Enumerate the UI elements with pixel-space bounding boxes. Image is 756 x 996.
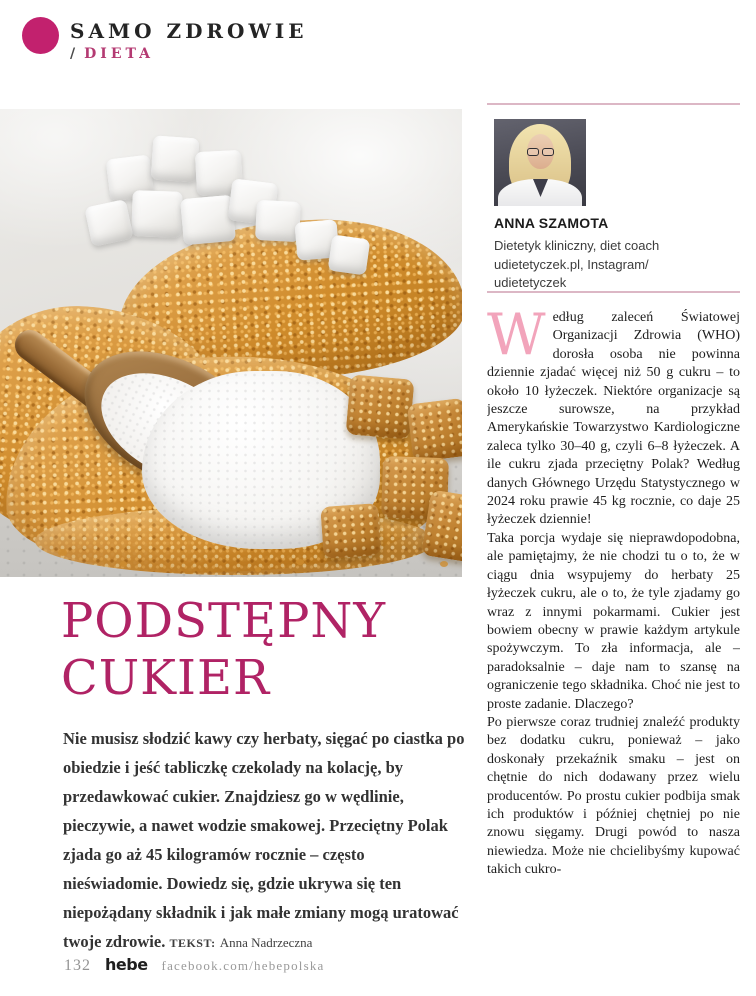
hebe-logo: hebe [105, 955, 148, 974]
article-lead [63, 724, 467, 958]
glasses-lens [527, 148, 539, 156]
byline-label: TEKST: [169, 936, 216, 950]
article-title-line: CUKIER [61, 650, 271, 706]
main-photo-sugar [0, 109, 462, 577]
slash-separator: / [70, 46, 80, 62]
facebook-url-text: facebook.com/hebepolska [161, 958, 325, 973]
glasses-lens [542, 148, 554, 156]
sugar-crystal-fleck [58, 549, 67, 556]
author-portrait [494, 119, 586, 206]
page-number: 132 [64, 957, 91, 974]
divider-rule-top [487, 103, 740, 105]
sugar-crystal-fleck [440, 561, 448, 567]
brown-sugar-cube [407, 398, 462, 463]
body-paragraph-text: edług zaleceń Światowej Organizacji Zdrowia (WHO) dorosła osoba nie powinna dziennie zjadać więcej niż 50 g cukru – to około 10 łyżeczek. Niektóre organizacje są jeszcze surowsze, na przykład Amerykańskie Towarzystwo Kardiologiczne zaleca tylko 30–40 g, czyli 6–8 łyżeczek. A ile cukru zjada przeciętny Polak? Według danych Głównego Urzędu Statystycznego w 2024 roku prawie 45 kg rocznie, co daje 25 łyżeczek dziennie! [487, 310, 740, 528]
white-sugar-cube [151, 135, 200, 182]
white-sugar-cube [255, 200, 301, 242]
brand-dot-icon [22, 17, 59, 54]
white-sugar-cube [180, 195, 236, 245]
author-bio-line: udietetyczek [494, 275, 567, 290]
article-title-line: PODSTĘPNY [61, 593, 387, 649]
article-lead-text: Nie musisz słodzić kawy czy herbaty, sięgać po ciastka po obiedzie i jeść tabliczkę czekolady na kolację, by przedawkować cukier. Znajdziesz go w wędlinie, pieczywie, a nawet wodzie smakowej. Przeciętny Polak zjada go aż 45 kilogramów rocznie – często nieświadomie. Dowiedz się, gdzie ukrywa się ten niepożądany składnik i jak małe zmiany mogą uratować twoje zdrowie. [63, 729, 465, 951]
sugar-crystal-fleck [255, 567, 261, 572]
author-bio [494, 237, 659, 293]
divider-rule-bottom [487, 291, 740, 293]
author-name: ANNA SZAMOTA [494, 215, 609, 231]
brown-sugar-cube [346, 374, 415, 439]
body-paragraph [487, 309, 740, 530]
white-sugar-cube [131, 190, 183, 238]
page-footer [64, 955, 325, 975]
white-sugar-cube [328, 235, 371, 276]
body-paragraph: Po pierwsze coraz trudniej znaleźć produkty bez dodatku cukru, ponieważ – jako doskonały przekaźnik smaku – jest on chętnie do nich dodawany przez wielu producentów. Po prostu cukier podbija smak ich produktów i później chętniej po nie znowu sięgamy. Drugi powód to nasza niewiedza. Może nie chcielibyśmy kupować takich cukro- [487, 714, 740, 878]
brown-sugar-cube [320, 503, 381, 559]
byline [169, 932, 312, 951]
article-title [61, 593, 386, 707]
sugar-crystal-fleck [296, 559, 304, 565]
article-body-column [487, 309, 740, 923]
section-subtitle [70, 46, 154, 62]
sugar-crystal-fleck [120, 561, 127, 567]
portrait-glasses [527, 148, 554, 156]
section-title: SAMO ZDROWIE [70, 19, 308, 43]
body-paragraph: Taka porcja wydaje się nieprawdopodobna, ale pamiętajmy, że nie chodzi tu o to, że w ciągu dnia wsypujemy do herbaty 25 łyżeczek cukru, ale o to, że tyle zjadamy go wraz z innymi pokarmami. Cukier jest bowiem obecny w prawie każdym artykule spożywczym. To zła informacja, ale – paradoksalnie – daje nam to szansę na ograniczenie tego składnika. Choć nie jest to proste zadanie. Dlaczego? [487, 530, 740, 712]
dropcap-letter: W [487, 309, 546, 368]
white-sugar-cube [84, 199, 133, 247]
author-bio-line: Dietetyk kliniczny, diet coach [494, 238, 660, 253]
category-label: DIETA [84, 46, 154, 62]
byline-author: Anna Nadrzeczna [219, 935, 313, 950]
author-bio-line: udietetyczek.pl, Instagram/ [494, 256, 649, 272]
